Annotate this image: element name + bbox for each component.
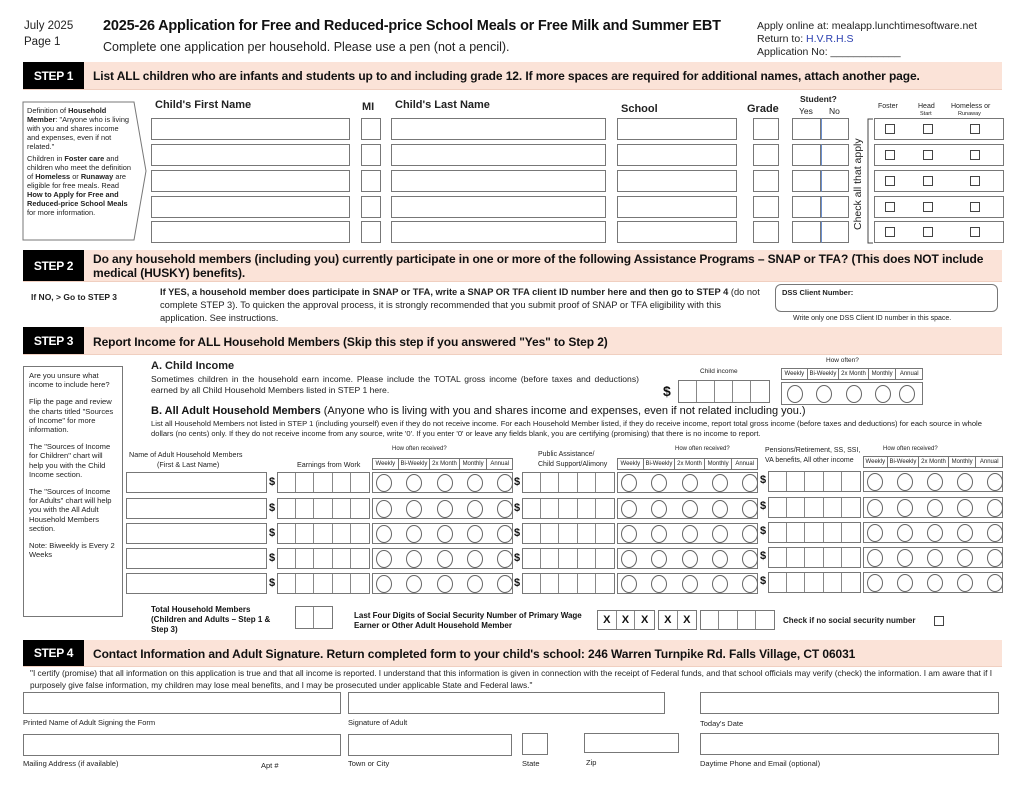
col-grade: Grade — [747, 103, 779, 115]
freq-biweekly-label: Bi-Weekly — [808, 369, 840, 379]
freq-annual-radio[interactable] — [742, 575, 758, 593]
freq-monthly-label: Monthly — [869, 369, 897, 379]
apply-online-text: Apply online at: mealapp.lunchtimesoftware.net — [757, 20, 978, 32]
step2-header — [23, 250, 1002, 282]
child-income-box-label: Child income — [700, 368, 738, 375]
head-start-checkbox[interactable] — [923, 176, 933, 186]
freq-annual-radio[interactable] — [987, 473, 1003, 491]
dollar-sign: $ — [760, 550, 767, 562]
earnings-frequency-radios — [372, 548, 513, 569]
freq-weekly-radio[interactable] — [376, 525, 392, 543]
step4-header — [23, 640, 1002, 667]
public-frequency-radios — [617, 523, 758, 544]
freq-annual-radio[interactable] — [497, 575, 513, 593]
state-input[interactable] — [522, 733, 548, 755]
child-mi-input[interactable] — [361, 196, 381, 218]
if-no-instruction: If NO, > Go to STEP 3 — [31, 292, 118, 302]
freq-weekly-radio[interactable] — [621, 550, 637, 568]
child-income-amount-input[interactable] — [678, 380, 770, 403]
student-no-box[interactable] — [821, 144, 849, 166]
pension-amount-input[interactable] — [768, 547, 861, 568]
child-mi-input[interactable] — [361, 170, 381, 192]
step3-title: Report Income for ALL Household Members (Skip this step if you answered "Yes" to Step 2) — [93, 335, 608, 349]
ssn-x: X — [598, 611, 617, 629]
signature-label: Signature of Adult — [348, 718, 408, 727]
col-homeless: Homeless or — [951, 103, 991, 110]
child-last-name-input[interactable] — [391, 221, 606, 243]
step1-header — [23, 62, 1002, 90]
freq-weekly-label: Weekly — [782, 369, 808, 379]
adult-name-col-sublabel: (First & Last Name) — [157, 460, 220, 469]
freq-annual-label: Annual — [899, 371, 919, 377]
public-frequency-radios — [617, 498, 758, 519]
dollar-sign: $ — [514, 527, 521, 539]
adult-name-input[interactable] — [126, 573, 267, 594]
freq-biweekly-radio[interactable] — [897, 473, 913, 491]
ssn-mask-group-2 — [658, 610, 697, 630]
step4-badge: STEP 4 — [23, 640, 84, 666]
freq-monthly-radio[interactable] — [957, 499, 973, 517]
mailing-address-label: Mailing Address (if available) — [23, 759, 119, 768]
freq-weekly-radio[interactable] — [621, 500, 637, 518]
freq-2xmonth-radio[interactable] — [437, 525, 453, 543]
child-last-name-input[interactable] — [391, 196, 606, 218]
student-yes-box[interactable] — [792, 221, 821, 243]
state-label: State — [522, 759, 540, 768]
step1-household-note — [27, 106, 131, 217]
freq-annual-radio[interactable] — [742, 550, 758, 568]
col-foster: Foster — [878, 103, 898, 110]
freq-biweekly-radio[interactable] — [406, 525, 422, 543]
form-date: July 2025 — [24, 20, 74, 32]
application-no: Application No: ____________ — [757, 46, 901, 58]
child-first-name-input[interactable] — [151, 221, 350, 243]
freq-monthly-radio[interactable] — [957, 574, 973, 592]
printed-name-input[interactable] — [23, 692, 341, 714]
col-head: Head — [918, 103, 935, 110]
child-school-input[interactable] — [617, 144, 737, 166]
pension-frequency-header: Weekly Bi-Weekly 2x Month Monthly Annual — [863, 456, 1003, 468]
public-assistance-amount-input[interactable] — [522, 548, 615, 569]
freq-weekly-radio[interactable] — [621, 474, 637, 492]
freq-monthly-radio[interactable] — [712, 474, 728, 492]
town-city-label: Town or City — [348, 759, 390, 768]
col-start: Start — [920, 111, 932, 117]
freq-annual-radio[interactable] — [497, 474, 513, 492]
student-no-box[interactable] — [821, 118, 849, 140]
help-note-p2: Flip the page and review the charts titled "Sources of Income" for more information. — [29, 397, 114, 435]
earnings-amount-input[interactable] — [277, 523, 370, 544]
public-assist-col-label: Public Assistance/ — [538, 451, 595, 458]
student-yes-box[interactable] — [792, 196, 821, 218]
freq-2xmonth-radio[interactable] — [927, 473, 943, 491]
child-grade-input[interactable] — [753, 118, 779, 140]
form-title: 2025-26 Application for Free and Reduced-price School Meals or Free Milk and Summer EBT — [103, 18, 721, 34]
total-members-label: Total Household Members (Children and Adults – Step 1 & Step 3) — [151, 605, 271, 634]
freq-biweekly-radio[interactable] — [651, 525, 667, 543]
certification-statement: "I certify (promise) that all information on this application is true and that all income is reported. I understand that this information is given in connection with the receipt of Federal funds, and that school officials may verify (check) the information. I am aware that if I purposely give false information, my children may lose meal benefits, and I may be prosecuted under applicable State and Federal laws." — [30, 668, 993, 690]
help-note-p1: Are you unsure what income to include here? — [29, 371, 110, 390]
step2-question: Do any household members (including you) currently participate in one or more of the following Assistance Programs – SNAP or TFA? (This does NOT include medical (HUSKY) benefits). — [93, 252, 984, 280]
mailing-address-input[interactable] — [23, 734, 341, 756]
adult-name-input[interactable] — [126, 472, 267, 493]
col-last-name: Child's Last Name — [395, 99, 490, 111]
phone-email-label: Daytime Phone and Email (optional) — [700, 759, 821, 768]
dss-client-number-label: DSS Client Number: — [782, 288, 854, 297]
help-note-p3: The "Sources of Income for Children" chart will help you with the Child Income section. — [29, 442, 111, 479]
child-school-input[interactable] — [617, 118, 737, 140]
student-yes-box[interactable] — [792, 144, 821, 166]
apt-label: Apt # — [261, 761, 279, 770]
freq-annual-radio[interactable] — [497, 525, 513, 543]
freq-monthly-radio[interactable] — [875, 385, 891, 403]
public-assist-col-sublabel: Child Support/Alimony — [538, 461, 608, 468]
ssn-x: X — [640, 614, 649, 626]
freq-annual-radio[interactable] — [987, 499, 1003, 517]
freq-biweekly-radio[interactable] — [406, 575, 422, 593]
head-start-checkbox[interactable] — [923, 150, 933, 160]
freq-weekly-radio[interactable] — [621, 525, 637, 543]
dollar-sign: $ — [269, 552, 276, 564]
freq-annual-radio[interactable] — [742, 525, 758, 543]
freq-2xmonth-radio[interactable] — [682, 575, 698, 593]
help-note-p4: The "Sources of Income for Adults" chart will help you with the All Adult Household Members section. — [29, 487, 112, 533]
form-subtitle: Complete one application per household. Please use a pen (not a pencil). — [103, 40, 510, 54]
child-first-name-input[interactable] — [151, 144, 350, 166]
child-school-input[interactable] — [617, 196, 737, 218]
return-to-label: Return to: — [757, 33, 804, 45]
earnings-frequency-radios — [372, 472, 513, 493]
step1-instruction: List ALL children who are infants and students up to and including grade 12. If more spaces are required for additional names, attach another page. — [93, 69, 920, 83]
public-assistance-amount-input[interactable] — [522, 523, 615, 544]
town-city-input[interactable] — [348, 734, 512, 756]
ssn-mask-group-1 — [597, 610, 655, 630]
freq-2xmonth-radio[interactable] — [927, 574, 943, 592]
freq-monthly-radio[interactable] — [712, 500, 728, 518]
col-first-name: Child's First Name — [155, 99, 252, 111]
earnings-amount-input[interactable] — [277, 548, 370, 569]
step2-badge: STEP 2 — [23, 250, 84, 281]
dollar-sign: $ — [269, 502, 276, 514]
freq-2xmonth-radio[interactable] — [927, 524, 943, 542]
printed-name-label: Printed Name of Adult Signing the Form — [23, 718, 156, 727]
step3-income-help-note — [23, 366, 123, 617]
freq-2xmonth-radio[interactable] — [682, 525, 698, 543]
child-mi-input[interactable] — [361, 221, 381, 243]
pension-frequency-radios — [863, 547, 1003, 568]
header-date-page — [24, 18, 73, 50]
freq-2xmonth-radio[interactable] — [682, 474, 698, 492]
col-student: Student? — [800, 94, 837, 104]
freq-annual-radio[interactable] — [742, 500, 758, 518]
freq-monthly-radio[interactable] — [712, 575, 728, 593]
earnings-amount-input[interactable] — [277, 498, 370, 519]
step3-header — [23, 327, 1002, 355]
dollar-sign: $ — [760, 500, 767, 512]
check-all-bracket — [865, 118, 875, 244]
freq-monthly-radio[interactable] — [957, 549, 973, 567]
freq-monthly-radio[interactable] — [712, 550, 728, 568]
freq-monthly-radio[interactable] — [467, 550, 483, 568]
todays-date-label: Today's Date — [700, 719, 744, 728]
adult-name-col-label: Name of Adult Household Members — [129, 450, 243, 459]
step4-title: Contact Information and Adult Signature. Return completed form to your child's school: 246 Warren Turnpike Rd. Falls Village, CT 06031 — [93, 647, 856, 661]
child-school-input[interactable] — [617, 221, 737, 243]
earnings-frequency-radios — [372, 498, 513, 519]
freq-weekly-radio[interactable] — [376, 575, 392, 593]
freq-biweekly-radio[interactable] — [897, 524, 913, 542]
dss-client-number-input[interactable] — [775, 284, 998, 312]
freq-monthly-radio[interactable] — [467, 525, 483, 543]
child-last-name-input[interactable] — [391, 170, 606, 192]
adult-heading-bold: B. All Adult Household Members — [151, 405, 321, 417]
ssn-x: X — [617, 611, 636, 629]
todays-date-input[interactable] — [700, 692, 999, 714]
step1-badge: STEP 1 — [23, 62, 84, 89]
earnings-col-label: Earnings from Work — [297, 460, 361, 469]
student-yes-box[interactable] — [792, 170, 821, 192]
child-income-dollar: $ — [663, 383, 671, 399]
freq-2xmonth-label: 2x Month — [839, 369, 869, 379]
child-mi-input[interactable] — [361, 144, 381, 166]
foster-checkbox[interactable] — [885, 176, 895, 186]
dollar-sign: $ — [514, 502, 521, 514]
col-mi: MI — [362, 101, 375, 113]
col-student-no: No — [829, 106, 840, 116]
student-yes-box[interactable] — [792, 118, 821, 140]
adult-name-input[interactable] — [126, 498, 267, 519]
freq-weekly-radio[interactable] — [787, 385, 803, 403]
page-number: Page 1 — [24, 36, 61, 48]
freq-weekly-radio[interactable] — [376, 500, 392, 518]
earnings-amount-input[interactable] — [277, 472, 370, 493]
public-frequency-radios — [617, 472, 758, 493]
dollar-sign: $ — [514, 577, 521, 589]
freq-2xmonth-radio[interactable] — [927, 549, 943, 567]
col-student-yes: Yes — [799, 106, 813, 116]
earnings-frequency-radios — [372, 523, 513, 544]
freq-monthly-radio[interactable] — [467, 474, 483, 492]
freq-biweekly-radio[interactable] — [651, 500, 667, 518]
freq-weekly-radio[interactable] — [376, 550, 392, 568]
freq-biweekly-radio[interactable] — [651, 575, 667, 593]
adult-income-heading — [151, 405, 806, 417]
pension-frequency-radios — [863, 471, 1003, 492]
freq-2xmonth-radio[interactable] — [437, 500, 453, 518]
col-runaway: Runaway — [958, 111, 981, 117]
pension-col-label: Pensions/Retirement, SS, SSI, — [765, 447, 861, 454]
pension-amount-input[interactable] — [768, 497, 861, 518]
foster-checkbox[interactable] — [885, 150, 895, 160]
freq-2xmonth-radio[interactable] — [846, 385, 862, 403]
help-note-p5: Note: Biweekly is Every 2 Weeks — [29, 541, 115, 560]
if-yes-bold: If YES, a household member does participate in SNAP or TFA, write a SNAP OR TFA client ID number here and then go to STEP 4 — [160, 287, 729, 297]
child-income-text: Sometimes children in the household earn income. Please include the TOTAL gross income (before taxes and deductions) earned by all Child Household Members listed in STEP 1 here. — [151, 374, 639, 395]
freq-biweekly-radio[interactable] — [816, 385, 832, 403]
foster-homeless-note: Children in Foster care and children who meet the definition of Homeless or Runaway are eligible for free meals. Read How to Apply for Free and Reduced-price School Meals for more information. — [27, 154, 131, 217]
child-first-name-input[interactable] — [151, 170, 350, 192]
homeless-runaway-checkbox[interactable] — [970, 202, 980, 212]
phone-email-input[interactable] — [700, 733, 999, 755]
child-grade-input[interactable] — [753, 170, 779, 192]
freq-biweekly-radio[interactable] — [406, 474, 422, 492]
dollar-sign: $ — [269, 577, 276, 589]
signature-input[interactable] — [348, 692, 665, 714]
child-frequency-header — [781, 368, 923, 380]
child-first-name-input[interactable] — [151, 196, 350, 218]
adult-income-text: List all Household Members not listed in STEP 1 (including yourself) even if they do not receive income. For each Household Member listed, if they do receive income, report total gross income (before taxes and deductions) for each source in whole dollars (no cents) only. If they do not receive income from any source, write '0'. If you enter '0' or leave any fields blank, you are certifying (promising) that there is no income to report. — [151, 419, 982, 438]
foster-checkbox[interactable] — [885, 202, 895, 212]
step3-badge: STEP 3 — [23, 327, 84, 354]
foster-checkbox[interactable] — [885, 124, 895, 134]
dollar-sign: $ — [760, 525, 767, 537]
dollar-sign: $ — [760, 575, 767, 587]
ssn-last-four-input[interactable] — [700, 610, 775, 630]
freq-weekly-radio[interactable] — [376, 474, 392, 492]
child-grade-input[interactable] — [753, 196, 779, 218]
no-ssn-label: Check if no social security number — [783, 616, 916, 625]
pension-amount-input[interactable] — [768, 471, 861, 492]
adult-name-input[interactable] — [126, 548, 267, 569]
freq-monthly-radio[interactable] — [467, 575, 483, 593]
pension-frequency-radios — [863, 497, 1003, 518]
freq-annual-radio[interactable] — [987, 549, 1003, 567]
child-last-name-input[interactable] — [391, 118, 606, 140]
student-no-box[interactable] — [821, 221, 849, 243]
freq-weekly-radio[interactable] — [621, 575, 637, 593]
child-mi-input[interactable] — [361, 118, 381, 140]
head-start-checkbox[interactable] — [923, 124, 933, 134]
header-return-info — [757, 20, 977, 59]
freq-biweekly-radio[interactable] — [651, 550, 667, 568]
freq-monthly-radio[interactable] — [957, 473, 973, 491]
freq-biweekly-radio[interactable] — [406, 550, 422, 568]
pension-frequency-radios — [863, 572, 1003, 593]
freq-biweekly-radio[interactable] — [897, 574, 913, 592]
child-first-name-input[interactable] — [151, 118, 350, 140]
child-last-name-input[interactable] — [391, 144, 606, 166]
freq-weekly-radio[interactable] — [867, 549, 883, 567]
public-assistance-amount-input[interactable] — [522, 498, 615, 519]
freq-biweekly-radio[interactable] — [897, 549, 913, 567]
ssn-x: X — [683, 614, 691, 626]
how-often-received-3: How often received? — [883, 446, 938, 452]
freq-annual-radio[interactable] — [899, 385, 915, 403]
freq-weekly-radio[interactable] — [867, 574, 883, 592]
freq-annual-radio[interactable] — [497, 500, 513, 518]
pension-amount-input[interactable] — [768, 522, 861, 543]
how-often-received-1: How often received? — [392, 446, 447, 452]
zip-input[interactable] — [584, 733, 679, 753]
head-start-checkbox[interactable] — [923, 227, 933, 237]
freq-monthly-radio[interactable] — [467, 500, 483, 518]
freq-biweekly-radio[interactable] — [651, 474, 667, 492]
freq-monthly-radio[interactable] — [712, 525, 728, 543]
freq-annual-radio[interactable] — [497, 550, 513, 568]
child-how-often-label: How often? — [826, 357, 859, 364]
ssn-label: Last Four Digits of Social Security Number of Primary Wage Earner or Other Adult Household Member — [354, 611, 582, 630]
freq-2xmonth-radio[interactable] — [927, 499, 943, 517]
adult-name-input[interactable] — [126, 523, 267, 544]
earnings-frequency-radios — [372, 573, 513, 594]
public-assistance-amount-input[interactable] — [522, 573, 615, 594]
earnings-amount-input[interactable] — [277, 573, 370, 594]
total-members-input[interactable] — [295, 606, 333, 629]
freq-monthly-radio[interactable] — [957, 524, 973, 542]
freq-2xmonth-radio[interactable] — [682, 550, 698, 568]
homeless-runaway-checkbox[interactable] — [970, 176, 980, 186]
freq-weekly-radio[interactable] — [867, 524, 883, 542]
check-all-label: Check all that apply — [852, 138, 864, 230]
child-grade-input[interactable] — [753, 144, 779, 166]
public-frequency-radios — [617, 573, 758, 594]
homeless-runaway-checkbox[interactable] — [970, 227, 980, 237]
public-frequency-radios — [617, 548, 758, 569]
return-to — [757, 33, 977, 46]
freq-2xmonth-radio[interactable] — [437, 550, 453, 568]
dollar-sign: $ — [760, 474, 767, 486]
no-ssn-checkbox[interactable] — [934, 616, 944, 626]
freq-annual-radio[interactable] — [742, 474, 758, 492]
earnings-frequency-header: Weekly Bi-Weekly 2x Month Monthly Annual — [372, 458, 513, 470]
child-frequency-radios — [781, 382, 923, 405]
freq-2xmonth-radio[interactable] — [437, 575, 453, 593]
ssn-x: X — [659, 611, 678, 629]
public-assistance-amount-input[interactable] — [522, 472, 615, 493]
dollar-sign: $ — [514, 552, 521, 564]
pension-frequency-radios — [863, 522, 1003, 543]
household-definition: Definition of Household Member: "Anyone who is living with you and shares income and expenses, even if not related." — [27, 106, 130, 151]
child-grade-input[interactable] — [753, 221, 779, 243]
student-no-box[interactable] — [821, 196, 849, 218]
pension-amount-input[interactable] — [768, 572, 861, 593]
freq-biweekly-radio[interactable] — [897, 499, 913, 517]
if-yes-rest: (do not complete STEP 3). To quicken the approval process, it is strongly recommended that you submit proof of SNAP or TFA eligibility with this application. See instructions. — [160, 287, 760, 323]
if-yes-instruction — [160, 286, 766, 325]
freq-weekly-radio[interactable] — [867, 499, 883, 517]
child-income-heading: A. Child Income — [151, 360, 235, 372]
public-frequency-header: Weekly Bi-Weekly 2x Month Monthly Annual — [617, 458, 758, 470]
dollar-sign: $ — [269, 527, 276, 539]
zip-label: Zip — [586, 758, 597, 767]
return-to-value: H.V.R.H.S — [806, 33, 854, 45]
dollar-sign: $ — [514, 476, 521, 488]
head-start-checkbox[interactable] — [923, 202, 933, 212]
col-school: School — [621, 103, 658, 115]
freq-annual-radio[interactable] — [987, 524, 1003, 542]
pension-col-sublabel: VA benefits, All other income — [765, 457, 854, 464]
how-often-received-2: How often received? — [675, 446, 730, 452]
homeless-runaway-checkbox[interactable] — [970, 150, 980, 160]
adult-heading-rest: (Anyone who is living with you and shares income and expenses, even if not related including you.) — [320, 405, 806, 417]
freq-2xmonth-radio[interactable] — [437, 474, 453, 492]
freq-2xmonth-radio[interactable] — [682, 500, 698, 518]
homeless-runaway-checkbox[interactable] — [970, 124, 980, 134]
freq-annual-radio[interactable] — [987, 574, 1003, 592]
child-school-input[interactable] — [617, 170, 737, 192]
freq-weekly-radio[interactable] — [867, 473, 883, 491]
freq-biweekly-radio[interactable] — [406, 500, 422, 518]
student-no-box[interactable] — [821, 170, 849, 192]
dollar-sign: $ — [269, 476, 276, 488]
foster-checkbox[interactable] — [885, 227, 895, 237]
dss-note: Write only one DSS Client ID number in this space. — [793, 315, 952, 322]
